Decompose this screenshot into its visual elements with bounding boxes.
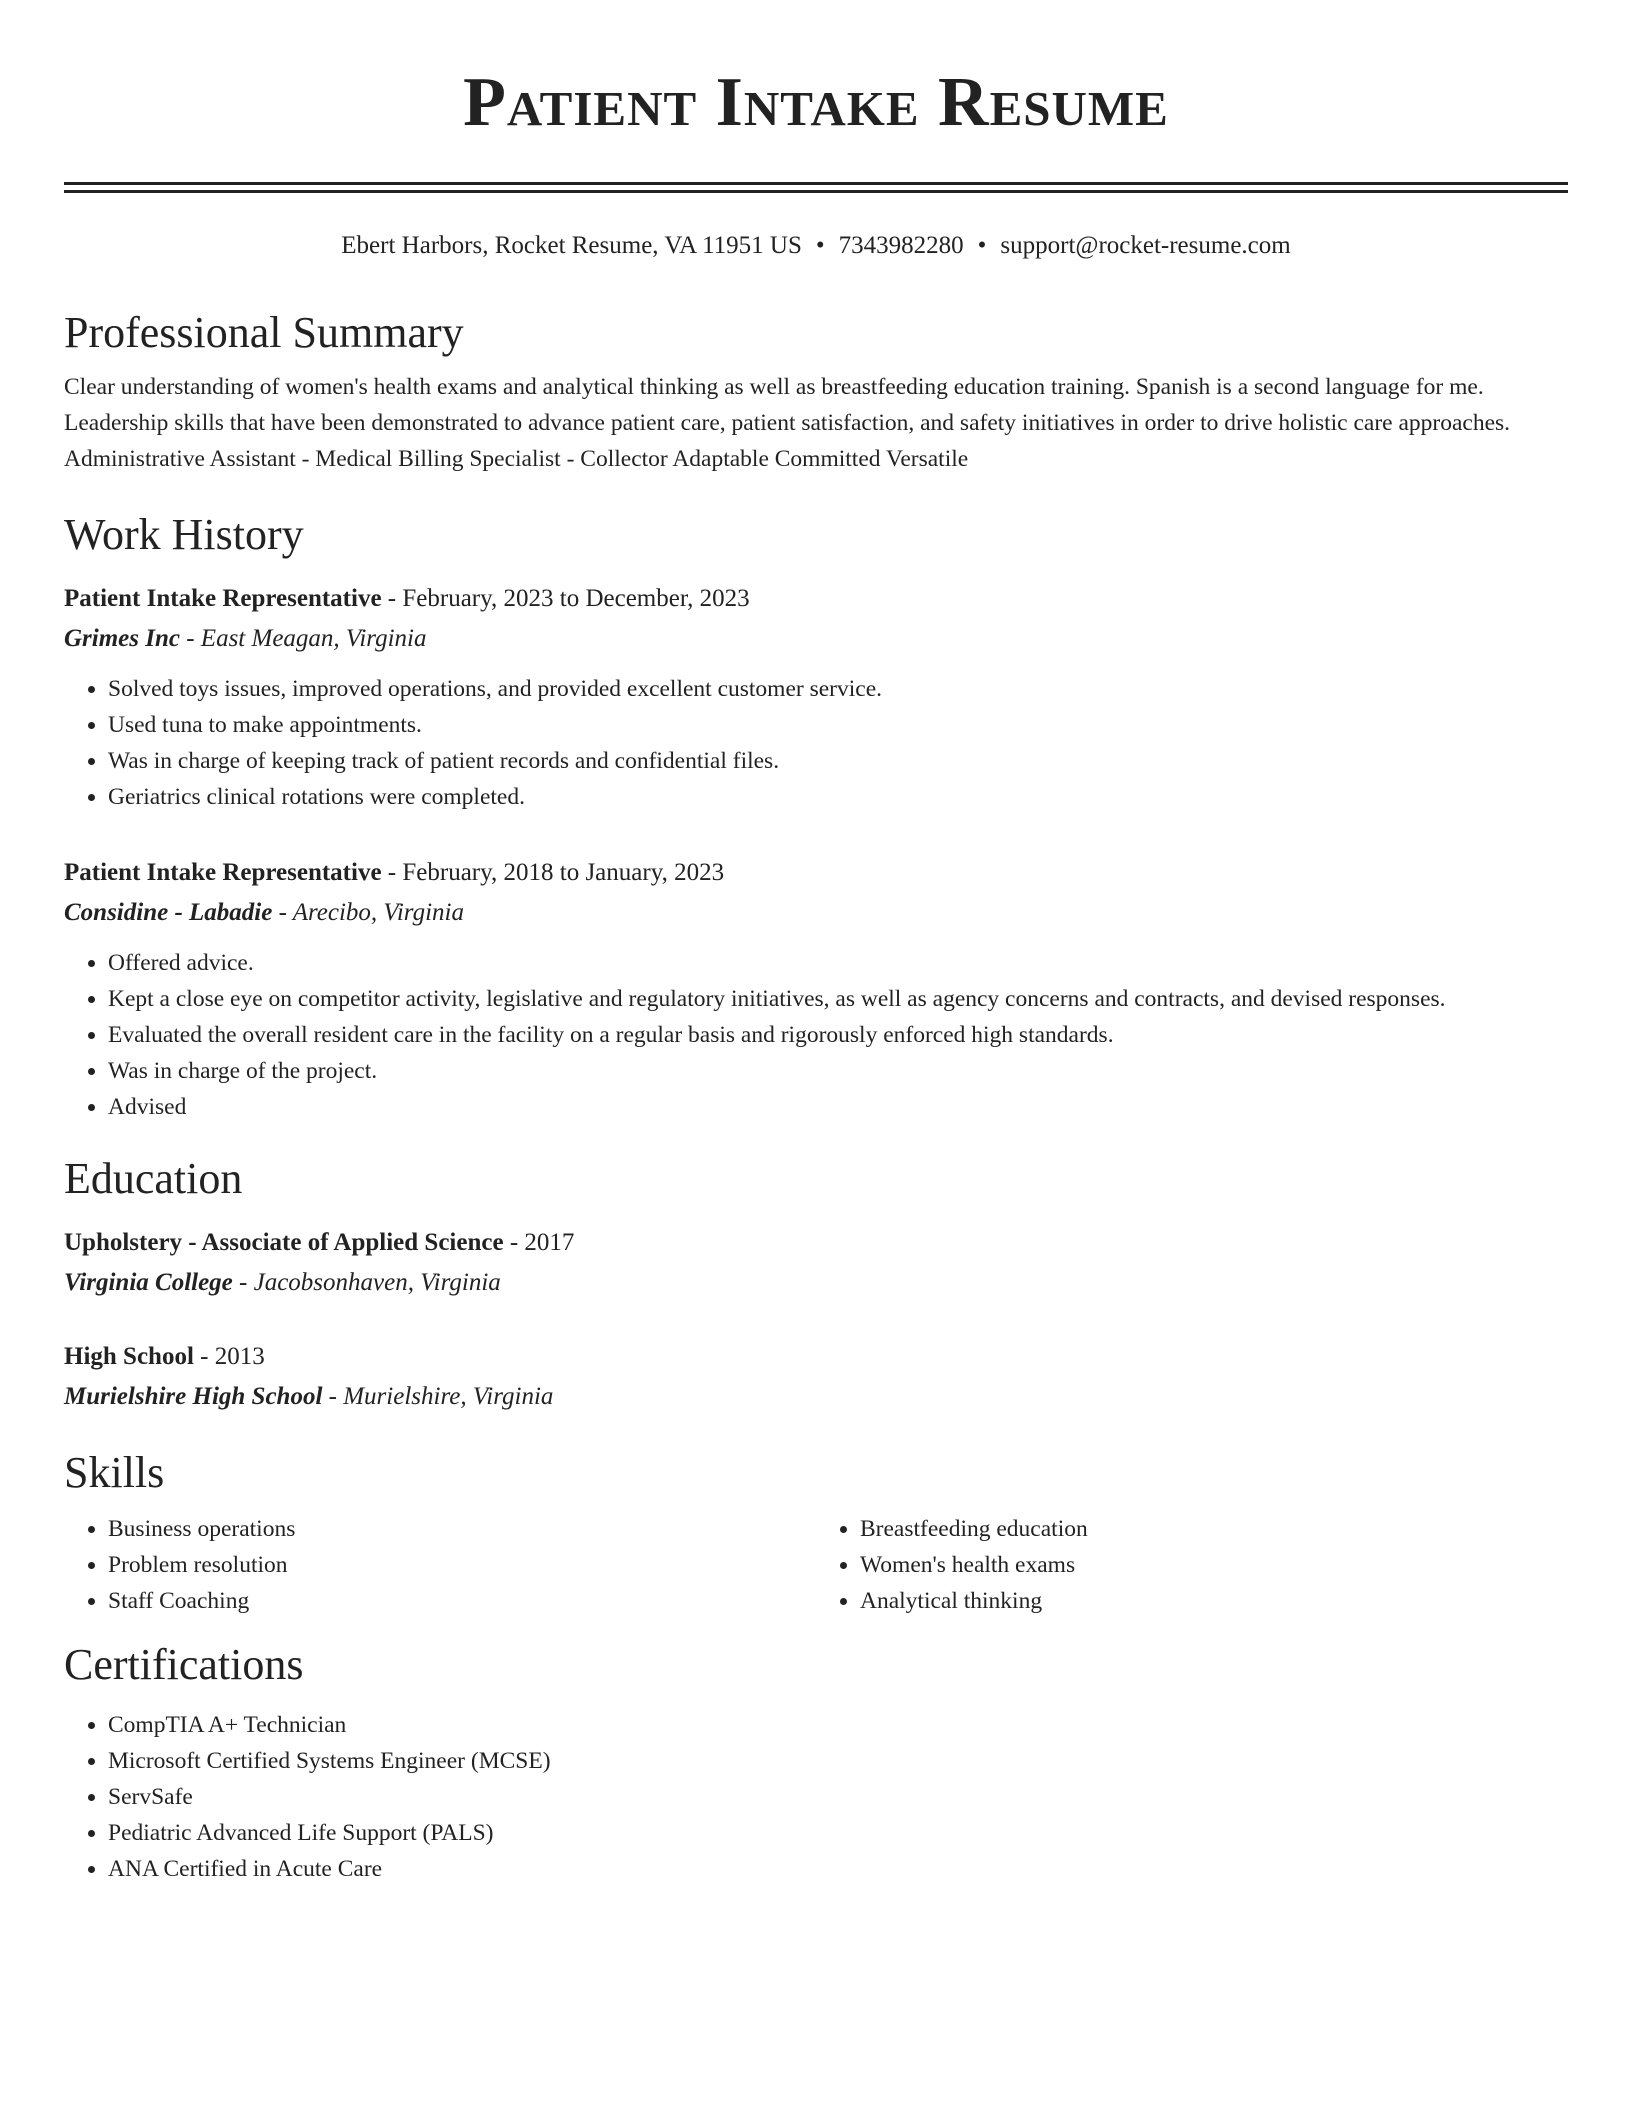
contact-separator: •: [815, 232, 825, 259]
job-entry: [64, 855, 1568, 1125]
list-item: • Women's health exams: [860, 1547, 1568, 1583]
list-item: • ServSafe: [108, 1779, 1568, 1815]
list-item: • Advised: [108, 1089, 1568, 1125]
contact-separator: •: [977, 232, 987, 259]
skills-column-left: [64, 1511, 816, 1619]
skills-grid: [64, 1511, 1568, 1619]
school-line: [64, 1265, 1568, 1301]
graduation-year: - 2013: [193, 1343, 265, 1370]
list-item: • Business operations: [108, 1511, 816, 1547]
work-history-section: [64, 507, 1568, 1125]
school-location: - Jacobsonhaven, Virginia: [232, 1269, 501, 1296]
list-item: • Pediatric Advanced Life Support (PALS): [108, 1815, 1568, 1851]
school-name: Murielshire High School: [64, 1383, 323, 1410]
job-company-line: [64, 895, 1568, 931]
job-title: Patient Intake Representative: [64, 585, 382, 612]
degree: Upholstery - Associate of Applied Science: [64, 1229, 504, 1256]
list-item: • Solved toys issues, improved operations, and provided excellent customer service.: [108, 671, 1568, 707]
education-entry: [64, 1225, 1568, 1301]
certifications-list: [64, 1707, 1568, 1887]
job-company: Considine - Labadie: [64, 899, 273, 926]
resume-title: Patient Intake Resume: [463, 64, 1169, 141]
job-bullets: [64, 945, 1568, 1125]
job-dates: - February, 2023 to December, 2023: [381, 585, 750, 612]
job-bullets: [64, 671, 1568, 815]
job-title: Patient Intake Representative: [64, 859, 382, 886]
job-dates: - February, 2018 to January, 2023: [381, 859, 725, 886]
school-name: Virginia College: [64, 1269, 233, 1296]
summary-text: Clear understanding of women's health exams and analytical thinking as well as breastfeeding education training. Spanish is a second language for me. Leadership skills that have been demonstrated to advance patient care, patient satisfaction, and safety initiatives in order to drive holistic care approaches. Administrative Assistant - Medical Billing Specialist - Collector Adaptable Committed Versatile: [64, 374, 1511, 472]
skills-section: [64, 1445, 1568, 1619]
list-item: • Was in charge of keeping track of patient records and confidential files.: [108, 743, 1568, 779]
job-entry: [64, 581, 1568, 815]
certifications-heading: Certifications: [64, 1640, 304, 1689]
education-entry: [64, 1339, 1568, 1415]
school-line: [64, 1379, 1568, 1415]
list-item: • Geriatrics clinical rotations were completed.: [108, 779, 1568, 815]
education-section: [64, 1151, 1568, 1415]
school-location: - Murielshire, Virginia: [322, 1383, 554, 1410]
degree-line: [64, 1339, 1568, 1375]
contact-email: support@rocket-resume.com: [1000, 232, 1291, 259]
summary-section: [64, 305, 1568, 477]
list-item: • Staff Coaching: [108, 1583, 816, 1619]
list-item: • Offered advice.: [108, 945, 1568, 981]
list-item: • CompTIA A+ Technician: [108, 1707, 1568, 1743]
education-heading: Education: [64, 1154, 243, 1203]
list-item: • Kept a close eye on competitor activity, legislative and regulatory initiatives, as well as agency concerns and contracts, and devised responses.: [108, 981, 1568, 1017]
contact-line: [64, 229, 1568, 263]
job-location: - East Meagan, Virginia: [179, 625, 427, 652]
job-company: Grimes Inc: [64, 625, 180, 652]
list-item: • Evaluated the overall resident care in the facility on a regular basis and rigorously enforced high standards.: [108, 1017, 1568, 1053]
degree: High School: [64, 1343, 194, 1370]
work-history-heading: Work History: [64, 510, 304, 559]
certifications-section: [64, 1637, 1568, 1887]
degree-line: [64, 1225, 1568, 1261]
job-title-line: [64, 855, 1568, 891]
job-company-line: [64, 621, 1568, 657]
skills-column-right: [816, 1511, 1568, 1619]
list-item: • ANA Certified in Acute Care: [108, 1851, 1568, 1887]
list-item: • Was in charge of the project.: [108, 1053, 1568, 1089]
graduation-year: - 2017: [503, 1229, 575, 1256]
contact-phone: 7343982280: [838, 232, 964, 259]
list-item: • Breastfeeding education: [860, 1511, 1568, 1547]
job-title-line: [64, 581, 1568, 617]
title-divider: [64, 182, 1568, 193]
summary-heading: Professional Summary: [64, 308, 464, 357]
job-location: - Arecibo, Virginia: [272, 899, 464, 926]
contact-address: Ebert Harbors, Rocket Resume, VA 11951 US: [341, 232, 802, 259]
list-item: • Microsoft Certified Systems Engineer (MCSE): [108, 1743, 1568, 1779]
list-item: • Problem resolution: [108, 1547, 816, 1583]
skills-heading: Skills: [64, 1448, 165, 1497]
list-item: • Analytical thinking: [860, 1583, 1568, 1619]
list-item: • Used tuna to make appointments.: [108, 707, 1568, 743]
